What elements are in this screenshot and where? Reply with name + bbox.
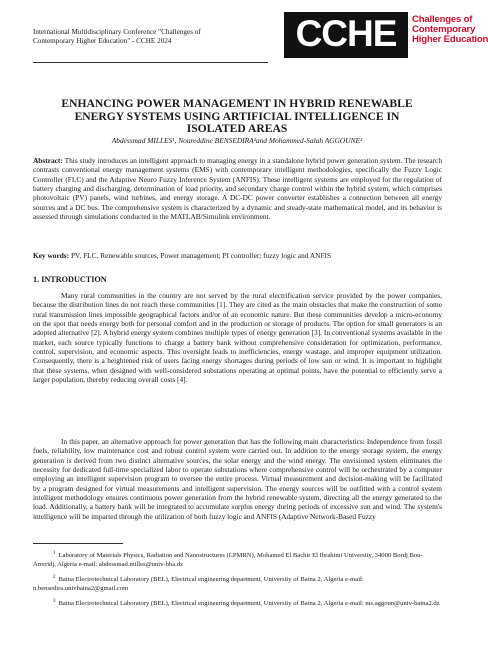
conference-line-1: International Multidisciplinary Conference "Challenges of — [33, 28, 201, 36]
intro-paragraph-2: In this paper, an alternative approach for power generation that has the following main characteristics: Independence from fossil fuels, reliability, low maintenance cost and robust control system were carried out. In addition to the energy storage system, the energy generation is derived from two distinct alternative sources, the solar energy and the wind energy. The envisioned system eliminates the necessity for dedicated full-time specialized labor to operate substations where comprehensive control will be orchestrated by a computer employing an intelligent supervision program to oversee the entire process. Virtual measurement and decision-making will be facilitated by a program designed for virtual measurements and intelligent supervision. The energy sources will be outfitted with a control system intelligent methodology ensures continuous power generation from the hybrid renewable system, directing all the energy generated to the load. Additionally, a battery bank will be integrated to accumulate surplus energy during periods of excessive sun and wind. The system's intelligence will be imparted through the utilization of both fuzzy logic and ANFIS (Adaptive Network-Based Fuzzy — [33, 437, 442, 521]
footnote-text: Laboratory of Materials Physics, Radiation and Nanostructures (LPMRN), Mohamed El Bachir El Ibrahimi University, 34000 Bordj Bou-Arreridj, Algeria e-mail: abdessmad.milles@univ-bba.dz — [33, 552, 423, 568]
cche-logo: CCHE — [295, 13, 397, 54]
conference-line-2: Contemporary Higher Education" - CCHE 2024 — [33, 37, 172, 46]
footnote-number: 3 — [53, 599, 56, 605]
logo-subtitle-line-2: Contemporary — [412, 24, 476, 35]
logo-subtitle — [412, 14, 488, 45]
keywords-label: Key words: — [33, 251, 70, 260]
conference-header — [33, 28, 273, 46]
footnote-3 — [33, 598, 443, 609]
footnote-number: 1 — [53, 551, 56, 556]
logo-subtitle-line-1: Challenges of — [412, 14, 473, 25]
footnote-1 — [33, 550, 443, 569]
title-line-3: ISOLATED AREAS — [186, 122, 288, 136]
footnote-2 — [33, 574, 443, 593]
keywords-text: PV, FLC, Renewable sources, Power management; PI controller; fuzzy logic and ANFIS — [70, 251, 332, 260]
abstract-label: Abstract: — [33, 156, 63, 165]
footnote-divider — [33, 543, 123, 544]
author-list: Abdessmad MILLES¹, Noureddine BENSEDIRA²and Mohammed-Salah AGGOUNE³ — [111, 136, 363, 145]
title-line-2: ENERGY SYSTEMS USING ARTIFICIAL INTELLIGENCE IN — [74, 109, 400, 123]
intro-paragraph-1: Many rural communities in the country are not served by the rural electrification service provided by the power companies, because the distribution lines do not reach these communities [1]. They are cited as the main obstacles that make the construction of some rural transmission lines impossible geographical factors and/or of an economic nature. But these communities develop a micro-economy on the spot that needs energy both for personal comfort and in the production or storage of products. The option for small generators is an adopted alternative [2]. A hybrid energy system combines multiple types of energy generation [3]. In conventional systems available in the market, each source typically functions to charge a battery bank without comprehensive consideration for optimization, performance, control, supervision, and economic aspects. This oversight leads to inefficiencies, energy wastage, and improper equipment utilization. Consequently, there is a heightened risk of users facing energy shortages during periods of low sun or wind. It is important to highlight that these systems, when designed with well-considered substations operating at optimal points, have the potential to efficiently serve a larger population, thereby reducing overall costs [4]. — [33, 291, 442, 385]
footnote-text: Batna Electrotechnical Laboratory (BEL), Electrical engineering department, University of Batna 2, Algeria e-mail: ms.aggoun@univ-batna2.dz — [58, 600, 440, 608]
header-divider — [33, 62, 268, 63]
footnotes — [33, 550, 443, 614]
footnote-number: 2 — [53, 575, 56, 581]
abstract-text: This study introduces an intelligent approach to managing energy in a standalone hybrid power generation system. The research contrasts conventional energy management systems (EMS) with contemporary intelligent methodologies, specifically the Fuzzy Logic Controller (FLC) and the Adaptive Neuro Fuzzy Inference System (ANFIS). These intelligent systems are employed for the regulation of battery charging and discharging, determination of load priority, and secondary charge control within the hybrid system, which comprises photovoltaic (PV) panels, wind turbines, and energy storage. A DC-DC power converter establishes a connection between all energy sources and a DC bus. The comprehensive system is characterized by a dynamic and steady-state mathematical model, and its behavior is assessed through simulations conducted in the MATLAB/Simulink environment. — [33, 156, 442, 222]
logo-subtitle-line-3: Higher Education — [412, 34, 488, 45]
paper-title — [40, 98, 434, 136]
footnote-text: Batna Electrotechnical Laboratory (BEL), Electrical engineering department, University of Batna 2, Algeria e-mail: n.bensedira.univbatna2@gmail.com — [33, 576, 364, 592]
abstract — [33, 156, 442, 221]
keywords — [33, 251, 442, 260]
title-line-1: ENHANCING POWER MANAGEMENT IN HYBRID RENEWABLE — [61, 97, 413, 110]
section-heading-introduction: 1. INTRODUCTION — [33, 275, 107, 284]
